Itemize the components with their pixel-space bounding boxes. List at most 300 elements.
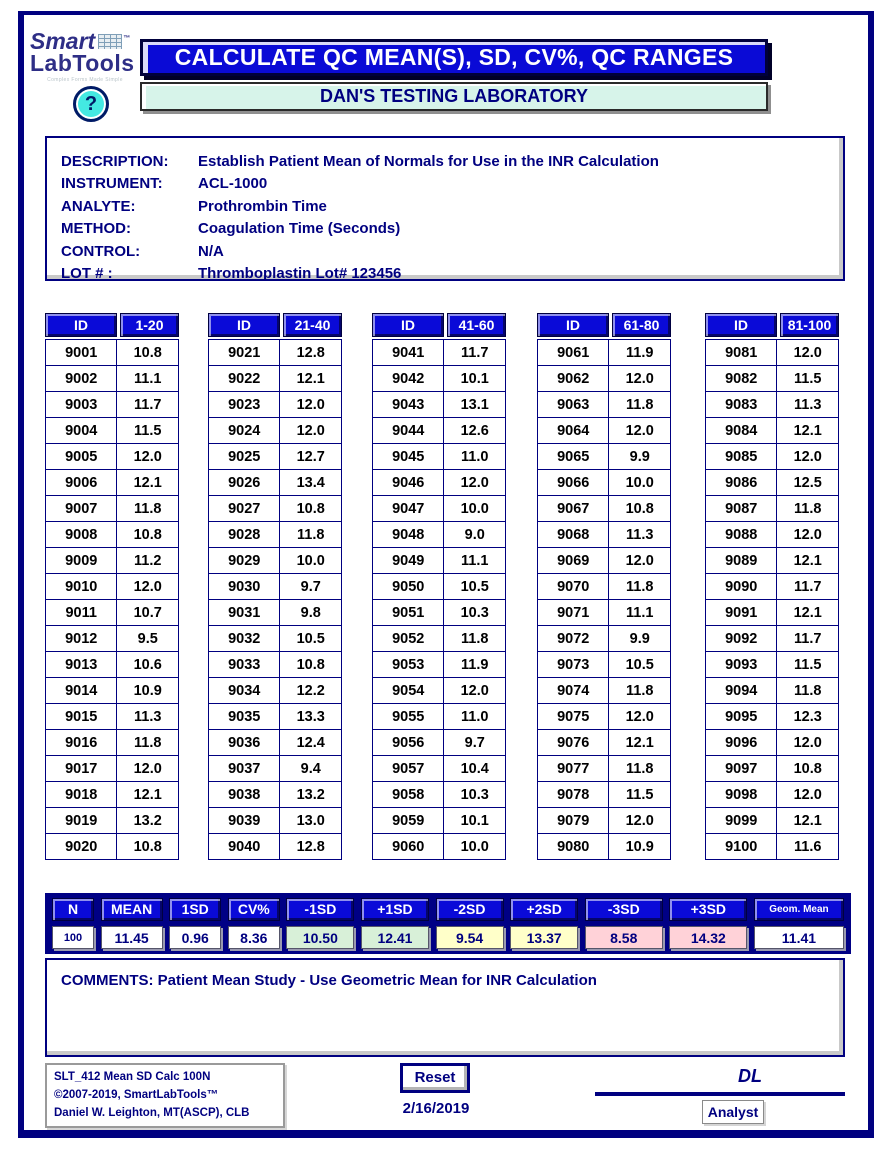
result-value-cell[interactable]: 10.0 xyxy=(444,834,506,860)
result-value-cell[interactable]: 12.0 xyxy=(609,548,671,574)
sample-id-cell[interactable]: 9022 xyxy=(209,366,280,392)
result-value-cell[interactable]: 12.0 xyxy=(777,730,839,756)
info-label: CONTROL: xyxy=(61,242,141,260)
table-row xyxy=(373,782,506,808)
table-row xyxy=(46,340,179,366)
table-row xyxy=(209,756,342,782)
result-value-cell[interactable]: 12.1 xyxy=(777,600,839,626)
table-row xyxy=(706,366,839,392)
result-value-cell[interactable]: 11.8 xyxy=(609,756,671,782)
result-value-cell[interactable]: 11.1 xyxy=(444,548,506,574)
result-value-cell[interactable]: 12.1 xyxy=(280,366,342,392)
sample-id-cell[interactable]: 9061 xyxy=(538,340,609,366)
table-row xyxy=(538,600,671,626)
result-value-cell[interactable]: 11.8 xyxy=(777,678,839,704)
qc-table-body xyxy=(45,339,179,860)
result-value-cell[interactable]: 10.5 xyxy=(609,652,671,678)
id-column-header: ID xyxy=(45,313,117,337)
result-value-cell[interactable]: 12.0 xyxy=(444,678,506,704)
result-value-cell[interactable]: 9.9 xyxy=(609,444,671,470)
sample-id-cell[interactable]: 9098 xyxy=(706,782,777,808)
analyst-label: Analyst xyxy=(702,1100,764,1124)
sample-id-cell[interactable]: 9050 xyxy=(373,574,444,600)
qc-table-header xyxy=(372,313,508,337)
stat-column xyxy=(286,898,354,949)
result-value-cell[interactable]: 10.0 xyxy=(280,548,342,574)
result-value-cell[interactable]: 11.0 xyxy=(444,704,506,730)
result-value-cell[interactable]: 10.3 xyxy=(444,600,506,626)
result-value-cell[interactable]: 10.0 xyxy=(609,470,671,496)
result-value-cell[interactable]: 10.4 xyxy=(444,756,506,782)
sample-id-cell[interactable]: 9069 xyxy=(538,548,609,574)
signature-line xyxy=(595,1092,845,1096)
comments-field[interactable]: COMMENTS: Patient Mean Study - Use Geometric Mean for INR Calculation xyxy=(45,958,845,1057)
table-row xyxy=(209,548,342,574)
result-value-cell[interactable]: 11.5 xyxy=(777,652,839,678)
logo-word-labtools: LabTools xyxy=(30,50,135,76)
sample-id-cell[interactable]: 9025 xyxy=(209,444,280,470)
sample-id-cell[interactable]: 9064 xyxy=(538,418,609,444)
sample-id-cell[interactable]: 9009 xyxy=(46,548,117,574)
result-value-cell[interactable]: 11.1 xyxy=(117,366,179,392)
sample-id-cell[interactable]: 9020 xyxy=(46,834,117,860)
footer-info-line: Daniel W. Leighton, MT(ASCP), CLB xyxy=(54,1106,250,1119)
sample-id-cell[interactable]: 9010 xyxy=(46,574,117,600)
stat-column xyxy=(436,898,504,949)
result-value-cell[interactable]: 13.2 xyxy=(117,808,179,834)
result-value-cell[interactable]: 10.8 xyxy=(117,834,179,860)
sample-id-cell[interactable]: 9066 xyxy=(538,470,609,496)
result-value-cell[interactable]: 12.0 xyxy=(777,444,839,470)
table-row xyxy=(538,444,671,470)
sample-id-cell[interactable]: 9075 xyxy=(538,704,609,730)
stat-value: 11.45 xyxy=(101,926,163,949)
table-row xyxy=(706,782,839,808)
sample-id-cell[interactable]: 9091 xyxy=(706,600,777,626)
result-value-cell[interactable]: 12.0 xyxy=(777,522,839,548)
result-value-cell[interactable]: 11.7 xyxy=(117,392,179,418)
table-row xyxy=(46,418,179,444)
sample-id-cell[interactable]: 9036 xyxy=(209,730,280,756)
result-value-cell[interactable]: 13.0 xyxy=(280,808,342,834)
sample-id-cell[interactable]: 9100 xyxy=(706,834,777,860)
table-row xyxy=(538,418,671,444)
result-value-cell[interactable]: 13.1 xyxy=(444,392,506,418)
sample-id-cell[interactable]: 9029 xyxy=(209,548,280,574)
table-row xyxy=(373,652,506,678)
result-value-cell[interactable]: 11.5 xyxy=(117,418,179,444)
stat-column xyxy=(361,898,429,949)
result-value-cell[interactable]: 10.1 xyxy=(444,808,506,834)
result-value-cell[interactable]: 11.9 xyxy=(444,652,506,678)
app-version-box xyxy=(45,1063,285,1128)
smartlabtools-logo xyxy=(30,30,140,83)
result-value-cell[interactable]: 9.7 xyxy=(444,730,506,756)
help-icon[interactable] xyxy=(73,86,109,122)
result-value-cell[interactable]: 10.5 xyxy=(280,626,342,652)
sample-id-cell[interactable]: 9076 xyxy=(538,730,609,756)
table-row xyxy=(46,548,179,574)
sample-id-cell[interactable]: 9041 xyxy=(373,340,444,366)
table-row xyxy=(209,496,342,522)
result-value-cell[interactable]: 13.4 xyxy=(280,470,342,496)
sample-id-cell[interactable]: 9077 xyxy=(538,756,609,782)
result-value-cell[interactable]: 11.2 xyxy=(117,548,179,574)
result-value-cell[interactable]: 11.3 xyxy=(777,392,839,418)
sample-id-cell[interactable]: 9071 xyxy=(538,600,609,626)
sample-id-cell[interactable]: 9073 xyxy=(538,652,609,678)
result-value-cell[interactable]: 10.6 xyxy=(117,652,179,678)
sample-id-cell[interactable]: 9043 xyxy=(373,392,444,418)
stat-column xyxy=(228,898,280,949)
result-value-cell[interactable]: 11.5 xyxy=(609,782,671,808)
sample-id-cell[interactable]: 9037 xyxy=(209,756,280,782)
result-value-cell[interactable]: 11.8 xyxy=(280,522,342,548)
result-value-cell[interactable]: 12.1 xyxy=(609,730,671,756)
stat-header: CV% xyxy=(228,898,280,921)
qc-table-header xyxy=(705,313,841,337)
result-value-cell[interactable]: 11.3 xyxy=(117,704,179,730)
sample-id-cell[interactable]: 9049 xyxy=(373,548,444,574)
result-value-cell[interactable]: 12.0 xyxy=(444,470,506,496)
table-row xyxy=(706,756,839,782)
result-value-cell[interactable]: 10.8 xyxy=(609,496,671,522)
result-value-cell[interactable]: 11.1 xyxy=(609,600,671,626)
stat-header: +2SD xyxy=(510,898,578,921)
sample-id-cell[interactable]: 9063 xyxy=(538,392,609,418)
sample-id-cell[interactable]: 9057 xyxy=(373,756,444,782)
stat-column xyxy=(101,898,163,949)
sample-id-cell[interactable]: 9056 xyxy=(373,730,444,756)
sample-id-cell[interactable]: 9070 xyxy=(538,574,609,600)
table-row xyxy=(538,496,671,522)
sample-id-cell[interactable]: 9021 xyxy=(209,340,280,366)
sample-id-cell[interactable]: 9039 xyxy=(209,808,280,834)
result-value-cell[interactable]: 10.0 xyxy=(444,496,506,522)
result-value-cell[interactable]: 12.7 xyxy=(280,444,342,470)
sample-id-cell[interactable]: 9090 xyxy=(706,574,777,600)
sample-id-cell[interactable]: 9099 xyxy=(706,808,777,834)
range-column-header: 1-20 xyxy=(120,313,179,337)
result-value-cell[interactable]: 12.8 xyxy=(280,834,342,860)
table-row xyxy=(373,730,506,756)
result-value-cell[interactable]: 12.0 xyxy=(117,574,179,600)
trademark-symbol: ™ xyxy=(123,35,131,42)
result-value-cell[interactable]: 10.8 xyxy=(117,522,179,548)
table-row xyxy=(46,470,179,496)
sample-id-cell[interactable]: 9018 xyxy=(46,782,117,808)
sample-id-cell[interactable]: 9067 xyxy=(538,496,609,522)
table-row xyxy=(538,470,671,496)
result-value-cell[interactable]: 10.8 xyxy=(280,652,342,678)
sample-id-cell[interactable]: 9086 xyxy=(706,470,777,496)
result-value-cell[interactable]: 12.1 xyxy=(777,418,839,444)
result-value-cell[interactable]: 10.8 xyxy=(117,340,179,366)
table-row xyxy=(373,496,506,522)
sample-id-cell[interactable]: 9044 xyxy=(373,418,444,444)
sample-id-cell[interactable]: 9059 xyxy=(373,808,444,834)
sample-id-cell[interactable]: 9085 xyxy=(706,444,777,470)
sample-id-cell[interactable]: 9003 xyxy=(46,392,117,418)
result-value-cell[interactable]: 12.1 xyxy=(117,782,179,808)
table-row xyxy=(209,574,342,600)
sample-id-cell[interactable]: 9068 xyxy=(538,522,609,548)
info-value-field[interactable]: N/A xyxy=(198,242,224,260)
info-value-field[interactable]: Coagulation Time (Seconds) xyxy=(198,220,401,238)
info-value-field[interactable]: Establish Patient Mean of Normals for Use in the INR Calculation xyxy=(198,152,659,170)
info-row xyxy=(61,195,843,218)
table-row xyxy=(538,340,671,366)
sample-id-cell[interactable]: 9026 xyxy=(209,470,280,496)
result-value-cell[interactable]: 12.0 xyxy=(609,366,671,392)
result-value-cell[interactable]: 11.0 xyxy=(444,444,506,470)
stat-header: 1SD xyxy=(169,898,221,921)
result-value-cell[interactable]: 12.0 xyxy=(117,756,179,782)
date-field[interactable]: 2/16/2019 xyxy=(402,1100,470,1117)
id-column-header: ID xyxy=(372,313,444,337)
sample-id-cell[interactable]: 9051 xyxy=(373,600,444,626)
sample-id-cell[interactable]: 9095 xyxy=(706,704,777,730)
result-value-cell[interactable]: 10.1 xyxy=(444,366,506,392)
sample-id-cell[interactable]: 9062 xyxy=(538,366,609,392)
sample-id-cell[interactable]: 9033 xyxy=(209,652,280,678)
table-row xyxy=(46,626,179,652)
sample-id-cell[interactable]: 9089 xyxy=(706,548,777,574)
sample-id-cell[interactable]: 9060 xyxy=(373,834,444,860)
result-value-cell[interactable]: 10.5 xyxy=(444,574,506,600)
result-value-cell[interactable]: 12.1 xyxy=(117,470,179,496)
sample-id-cell[interactable]: 9038 xyxy=(209,782,280,808)
result-value-cell[interactable]: 11.8 xyxy=(609,392,671,418)
result-value-cell[interactable]: 9.7 xyxy=(280,574,342,600)
sample-id-cell[interactable]: 9035 xyxy=(209,704,280,730)
sample-id-cell[interactable]: 9028 xyxy=(209,522,280,548)
result-value-cell[interactable]: 9.5 xyxy=(117,626,179,652)
sample-id-cell[interactable]: 9017 xyxy=(46,756,117,782)
range-column-header: 61-80 xyxy=(612,313,671,337)
sample-id-cell[interactable]: 9092 xyxy=(706,626,777,652)
result-value-cell[interactable]: 13.2 xyxy=(280,782,342,808)
footer-info-line: SLT_412 Mean SD Calc 100N xyxy=(54,1071,211,1083)
sample-id-cell[interactable]: 9053 xyxy=(373,652,444,678)
result-value-cell[interactable]: 11.8 xyxy=(609,574,671,600)
table-row xyxy=(538,808,671,834)
sample-id-cell[interactable]: 9088 xyxy=(706,522,777,548)
sample-id-cell[interactable]: 9052 xyxy=(373,626,444,652)
sample-id-cell[interactable]: 9048 xyxy=(373,522,444,548)
sample-id-cell[interactable]: 9093 xyxy=(706,652,777,678)
stat-column xyxy=(585,898,663,949)
sample-id-cell[interactable]: 9055 xyxy=(373,704,444,730)
result-value-cell[interactable]: 12.8 xyxy=(280,340,342,366)
sample-id-cell[interactable]: 9015 xyxy=(46,704,117,730)
sample-id-cell[interactable]: 9012 xyxy=(46,626,117,652)
info-row xyxy=(61,263,843,286)
table-row xyxy=(209,392,342,418)
result-value-cell[interactable]: 9.4 xyxy=(280,756,342,782)
stat-value: 10.50 xyxy=(286,926,354,949)
logo-word-smart: Smart xyxy=(30,28,96,54)
sample-id-cell[interactable]: 9082 xyxy=(706,366,777,392)
sample-id-cell[interactable]: 9002 xyxy=(46,366,117,392)
result-value-cell[interactable]: 11.8 xyxy=(444,626,506,652)
table-row xyxy=(46,730,179,756)
result-value-cell[interactable]: 10.9 xyxy=(117,678,179,704)
sample-id-cell[interactable]: 9019 xyxy=(46,808,117,834)
info-value-field[interactable]: Prothrombin Time xyxy=(198,197,327,215)
sample-id-cell[interactable]: 9083 xyxy=(706,392,777,418)
table-row xyxy=(538,782,671,808)
result-value-cell[interactable]: 11.7 xyxy=(444,340,506,366)
sample-id-cell[interactable]: 9040 xyxy=(209,834,280,860)
stat-column xyxy=(52,898,94,949)
qc-table-body xyxy=(705,339,839,860)
reset-button[interactable]: Reset xyxy=(400,1063,470,1093)
result-value-cell[interactable]: 12.1 xyxy=(777,548,839,574)
sample-id-cell[interactable]: 9080 xyxy=(538,834,609,860)
footer-info-line: ©2007-2019, SmartLabTools™ xyxy=(54,1088,219,1101)
result-value-cell[interactable]: 9.9 xyxy=(609,626,671,652)
table-row xyxy=(373,470,506,496)
sample-id-cell[interactable]: 9032 xyxy=(209,626,280,652)
sample-id-cell[interactable]: 9008 xyxy=(46,522,117,548)
sample-id-cell[interactable]: 9024 xyxy=(209,418,280,444)
sample-id-cell[interactable]: 9047 xyxy=(373,496,444,522)
sample-id-cell[interactable]: 9011 xyxy=(46,600,117,626)
result-value-cell[interactable]: 10.8 xyxy=(280,496,342,522)
table-row xyxy=(538,522,671,548)
result-value-cell[interactable]: 12.0 xyxy=(280,418,342,444)
sample-id-cell[interactable]: 9005 xyxy=(46,444,117,470)
sample-id-cell[interactable]: 9042 xyxy=(373,366,444,392)
sample-id-cell[interactable]: 9045 xyxy=(373,444,444,470)
sample-id-cell[interactable]: 9079 xyxy=(538,808,609,834)
result-value-cell[interactable]: 11.7 xyxy=(777,574,839,600)
sample-id-cell[interactable]: 9058 xyxy=(373,782,444,808)
table-row xyxy=(209,704,342,730)
result-value-cell[interactable]: 10.3 xyxy=(444,782,506,808)
sample-id-cell[interactable]: 9031 xyxy=(209,600,280,626)
logo-text-smart xyxy=(30,30,140,52)
sample-id-cell[interactable]: 9074 xyxy=(538,678,609,704)
result-value-cell[interactable]: 12.0 xyxy=(609,808,671,834)
result-value-cell[interactable]: 12.0 xyxy=(609,704,671,730)
table-row xyxy=(373,392,506,418)
result-value-cell[interactable]: 9.0 xyxy=(444,522,506,548)
sample-id-cell[interactable]: 9014 xyxy=(46,678,117,704)
info-value-field[interactable]: Thromboplastin Lot# 123456 xyxy=(198,265,402,283)
sample-id-cell[interactable]: 9084 xyxy=(706,418,777,444)
sample-id-cell[interactable]: 9081 xyxy=(706,340,777,366)
table-row xyxy=(538,574,671,600)
table-row xyxy=(706,704,839,730)
sample-id-cell[interactable]: 9096 xyxy=(706,730,777,756)
info-row xyxy=(61,150,843,173)
info-value-field[interactable]: ACL-1000 xyxy=(198,175,268,193)
result-value-cell[interactable]: 12.0 xyxy=(117,444,179,470)
sample-id-cell[interactable]: 9097 xyxy=(706,756,777,782)
analyst-initials-field[interactable]: DL xyxy=(738,1066,762,1086)
range-column-header: 81-100 xyxy=(780,313,839,337)
sample-id-cell[interactable]: 9087 xyxy=(706,496,777,522)
table-row xyxy=(538,730,671,756)
qc-table-41-60 xyxy=(372,313,508,860)
result-value-cell[interactable]: 10.8 xyxy=(777,756,839,782)
range-column-header: 41-60 xyxy=(447,313,506,337)
qc-table-21-40 xyxy=(208,313,344,860)
result-value-cell[interactable]: 11.8 xyxy=(117,496,179,522)
result-value-cell[interactable]: 11.6 xyxy=(777,834,839,860)
result-value-cell[interactable]: 12.0 xyxy=(280,392,342,418)
result-value-cell[interactable]: 11.7 xyxy=(777,626,839,652)
sample-id-cell[interactable]: 9004 xyxy=(46,418,117,444)
table-row xyxy=(209,730,342,756)
result-value-cell[interactable]: 12.1 xyxy=(777,808,839,834)
sample-id-cell[interactable]: 9023 xyxy=(209,392,280,418)
result-value-cell[interactable]: 12.3 xyxy=(777,704,839,730)
table-row xyxy=(46,782,179,808)
stat-value: 11.41 xyxy=(754,926,844,949)
result-value-cell[interactable]: 12.4 xyxy=(280,730,342,756)
result-value-cell[interactable]: 11.8 xyxy=(117,730,179,756)
sample-id-cell[interactable]: 9030 xyxy=(209,574,280,600)
sample-id-cell[interactable]: 9065 xyxy=(538,444,609,470)
sample-id-cell[interactable]: 9027 xyxy=(209,496,280,522)
sample-id-cell[interactable]: 9007 xyxy=(46,496,117,522)
sample-id-cell[interactable]: 9034 xyxy=(209,678,280,704)
table-row xyxy=(46,574,179,600)
sample-id-cell[interactable]: 9094 xyxy=(706,678,777,704)
table-row xyxy=(373,444,506,470)
table-row xyxy=(706,418,839,444)
sample-id-cell[interactable]: 9072 xyxy=(538,626,609,652)
table-row xyxy=(706,574,839,600)
result-value-cell[interactable]: 9.8 xyxy=(280,600,342,626)
sample-id-cell[interactable]: 9006 xyxy=(46,470,117,496)
result-value-cell[interactable]: 11.8 xyxy=(609,678,671,704)
result-value-cell[interactable]: 10.7 xyxy=(117,600,179,626)
table-row xyxy=(373,678,506,704)
sample-id-cell[interactable]: 9046 xyxy=(373,470,444,496)
table-row xyxy=(209,340,342,366)
sample-id-cell[interactable]: 9013 xyxy=(46,652,117,678)
qc-table-61-80 xyxy=(537,313,673,860)
result-value-cell[interactable]: 12.6 xyxy=(444,418,506,444)
table-row xyxy=(373,834,506,860)
result-value-cell[interactable]: 11.8 xyxy=(777,496,839,522)
result-value-cell[interactable]: 12.0 xyxy=(777,340,839,366)
result-value-cell[interactable]: 11.5 xyxy=(777,366,839,392)
table-row xyxy=(46,392,179,418)
table-row xyxy=(373,522,506,548)
info-label: LOT # : xyxy=(61,265,113,283)
sample-id-cell[interactable]: 9054 xyxy=(373,678,444,704)
sample-id-cell[interactable]: 9078 xyxy=(538,782,609,808)
result-value-cell[interactable]: 12.5 xyxy=(777,470,839,496)
result-value-cell[interactable]: 10.9 xyxy=(609,834,671,860)
table-row xyxy=(706,678,839,704)
result-value-cell[interactable]: 11.9 xyxy=(609,340,671,366)
result-value-cell[interactable]: 12.2 xyxy=(280,678,342,704)
result-value-cell[interactable]: 13.3 xyxy=(280,704,342,730)
result-value-cell[interactable]: 12.0 xyxy=(777,782,839,808)
sample-id-cell[interactable]: 9001 xyxy=(46,340,117,366)
result-value-cell[interactable]: 11.3 xyxy=(609,522,671,548)
sample-id-cell[interactable]: 9016 xyxy=(46,730,117,756)
result-value-cell[interactable]: 12.0 xyxy=(609,418,671,444)
table-row xyxy=(46,808,179,834)
table-row xyxy=(46,756,179,782)
